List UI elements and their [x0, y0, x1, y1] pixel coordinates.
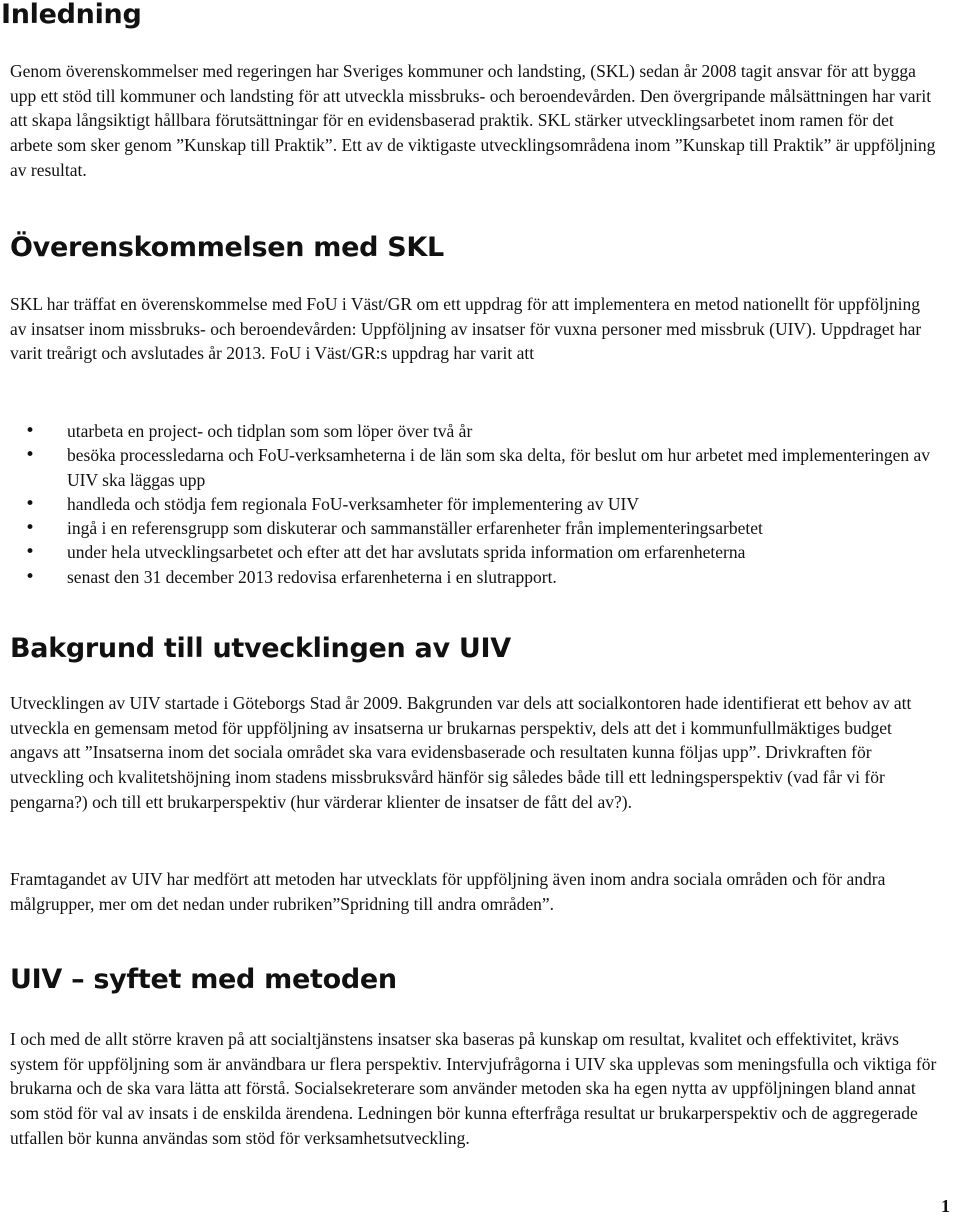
- bullet-icon: •: [25, 493, 36, 514]
- heading-syfte: UIV – syftet med metoden: [10, 964, 397, 995]
- list-item: [10, 540, 945, 564]
- list-item-text: ingå i en referensgrupp som diskuterar och sammanställer erfarenheter från implementeringsarbetet: [67, 518, 763, 539]
- bullet-icon: •: [25, 542, 36, 563]
- list-item: [10, 492, 945, 516]
- paragraph-bakgrund-2: Framtagandet av UIV har medfört att metoden har utvecklats för uppföljning även inom andra sociala områden och för andra målgrupper, mer om det nedan under rubriken”Spridning till andra områden”.: [10, 869, 886, 914]
- list-item-text: utarbeta en project- och tidplan som som löper över två år: [67, 421, 473, 441]
- list-item: [10, 565, 945, 589]
- list-item-text: under hela utvecklingsarbetet och efter att det har avslutats sprida information om erfarenheterna: [67, 542, 746, 563]
- list-item: [10, 443, 945, 492]
- bullet-icon: •: [25, 421, 36, 441]
- bullet-icon: •: [25, 518, 36, 539]
- paragraph-bakgrund-1: Utvecklingen av UIV startade i Göteborgs Stad år 2009. Bakgrunden var dels att socialkontoren hade identifierat ett behov av att utveckla en gemensam metod för uppföljning av insatserna ur brukarnas perspektiv, dels att det i kommunfullmäktiges budget angavs att ”Insatserna inom det sociala området ska vara evidensbaserade och resultaten kunna följas upp”. Drivkraften för utveckling och kvalitetshöjning inom stadens missbruksvård hänför sig således både till ett ledningsperspektiv (vad får vi för pengarna?) och till ett brukarperspektiv (hur värderar klienter de insatser de fått del av?).: [10, 693, 912, 812]
- list-item-text: besöka processledarna och FoU-verksamheterna i de län som ska delta, för beslut om hur arbetet med implementeringen av UIV ska läggas upp: [67, 445, 931, 490]
- bullet-icon: •: [25, 445, 36, 466]
- paragraph-intro: Genom överenskommelser med regeringen har Sveriges kommuner och landsting, (SKL) sedan år 2008 tagit ansvar för att bygga upp ett stöd till kommuner och landsting för att utveckla missbruks- och beroendevården. Den övergripande målsättningen har varit att skapa långsiktigt hållbara förutsättningar för en evidensbaserad praktik. SKL stärker utvecklingsarbetet inom ramen för det arbete som sker genom ”Kunskap till Praktik”. Ett av de viktigaste utvecklingsområdena inom ”Kunskap till Praktik” är uppföljning av resultat.: [10, 61, 936, 180]
- list-item: [10, 516, 945, 540]
- bullet-list: [10, 419, 945, 589]
- list-item-text: senast den 31 december 2013 redovisa erfarenheterna i en slutrapport.: [67, 566, 557, 587]
- list-item: [10, 419, 945, 443]
- paragraph-syfte: I och med de allt större kraven på att socialtjänstens insatser ska baseras på kunskap om resultat, kvalitet och effektivitet, krävs system för uppföljning som är användbara ur flera perspektiv. Intervjufrågorna i UIV ska upplevas som meningsfulla och viktiga för brukarna och de ska vara lätta att förstå. Socialsekreterare som använder metoden ska ha egen nytta av uppföljningen bland annat som stöd för val av insats i de enskilda ärendena. Ledningen bör kunna efterfråga resultat ur brukarperspektiv och de aggregerade utfallen bör kunna användas som stöd för verksamhetsutveckling.: [10, 1029, 937, 1148]
- heading-overenskommelsen: Överenskommelsen med SKL: [10, 232, 444, 263]
- page-number: 1: [941, 1196, 950, 1216]
- heading-inledning: Inledning: [1, 0, 142, 30]
- heading-bakgrund: Bakgrund till utvecklingen av UIV: [10, 633, 511, 664]
- list-item-text: handleda och stödja fem regionala FoU-verksamheter för implementering av UIV: [67, 493, 639, 514]
- bullet-icon: •: [25, 566, 36, 587]
- paragraph-skl: SKL har träffat en överenskommelse med FoU i Väst/GR om ett uppdrag för att implementera en metod nationellt för uppföljning av insatser inom missbruks- och beroendevården: Uppföljning av insatser för vuxna personer med missbruk (UIV). Uppdraget har varit treårigt och avslutades år 2013. FoU i Väst/GR:s uppdrag har varit att: [10, 294, 922, 364]
